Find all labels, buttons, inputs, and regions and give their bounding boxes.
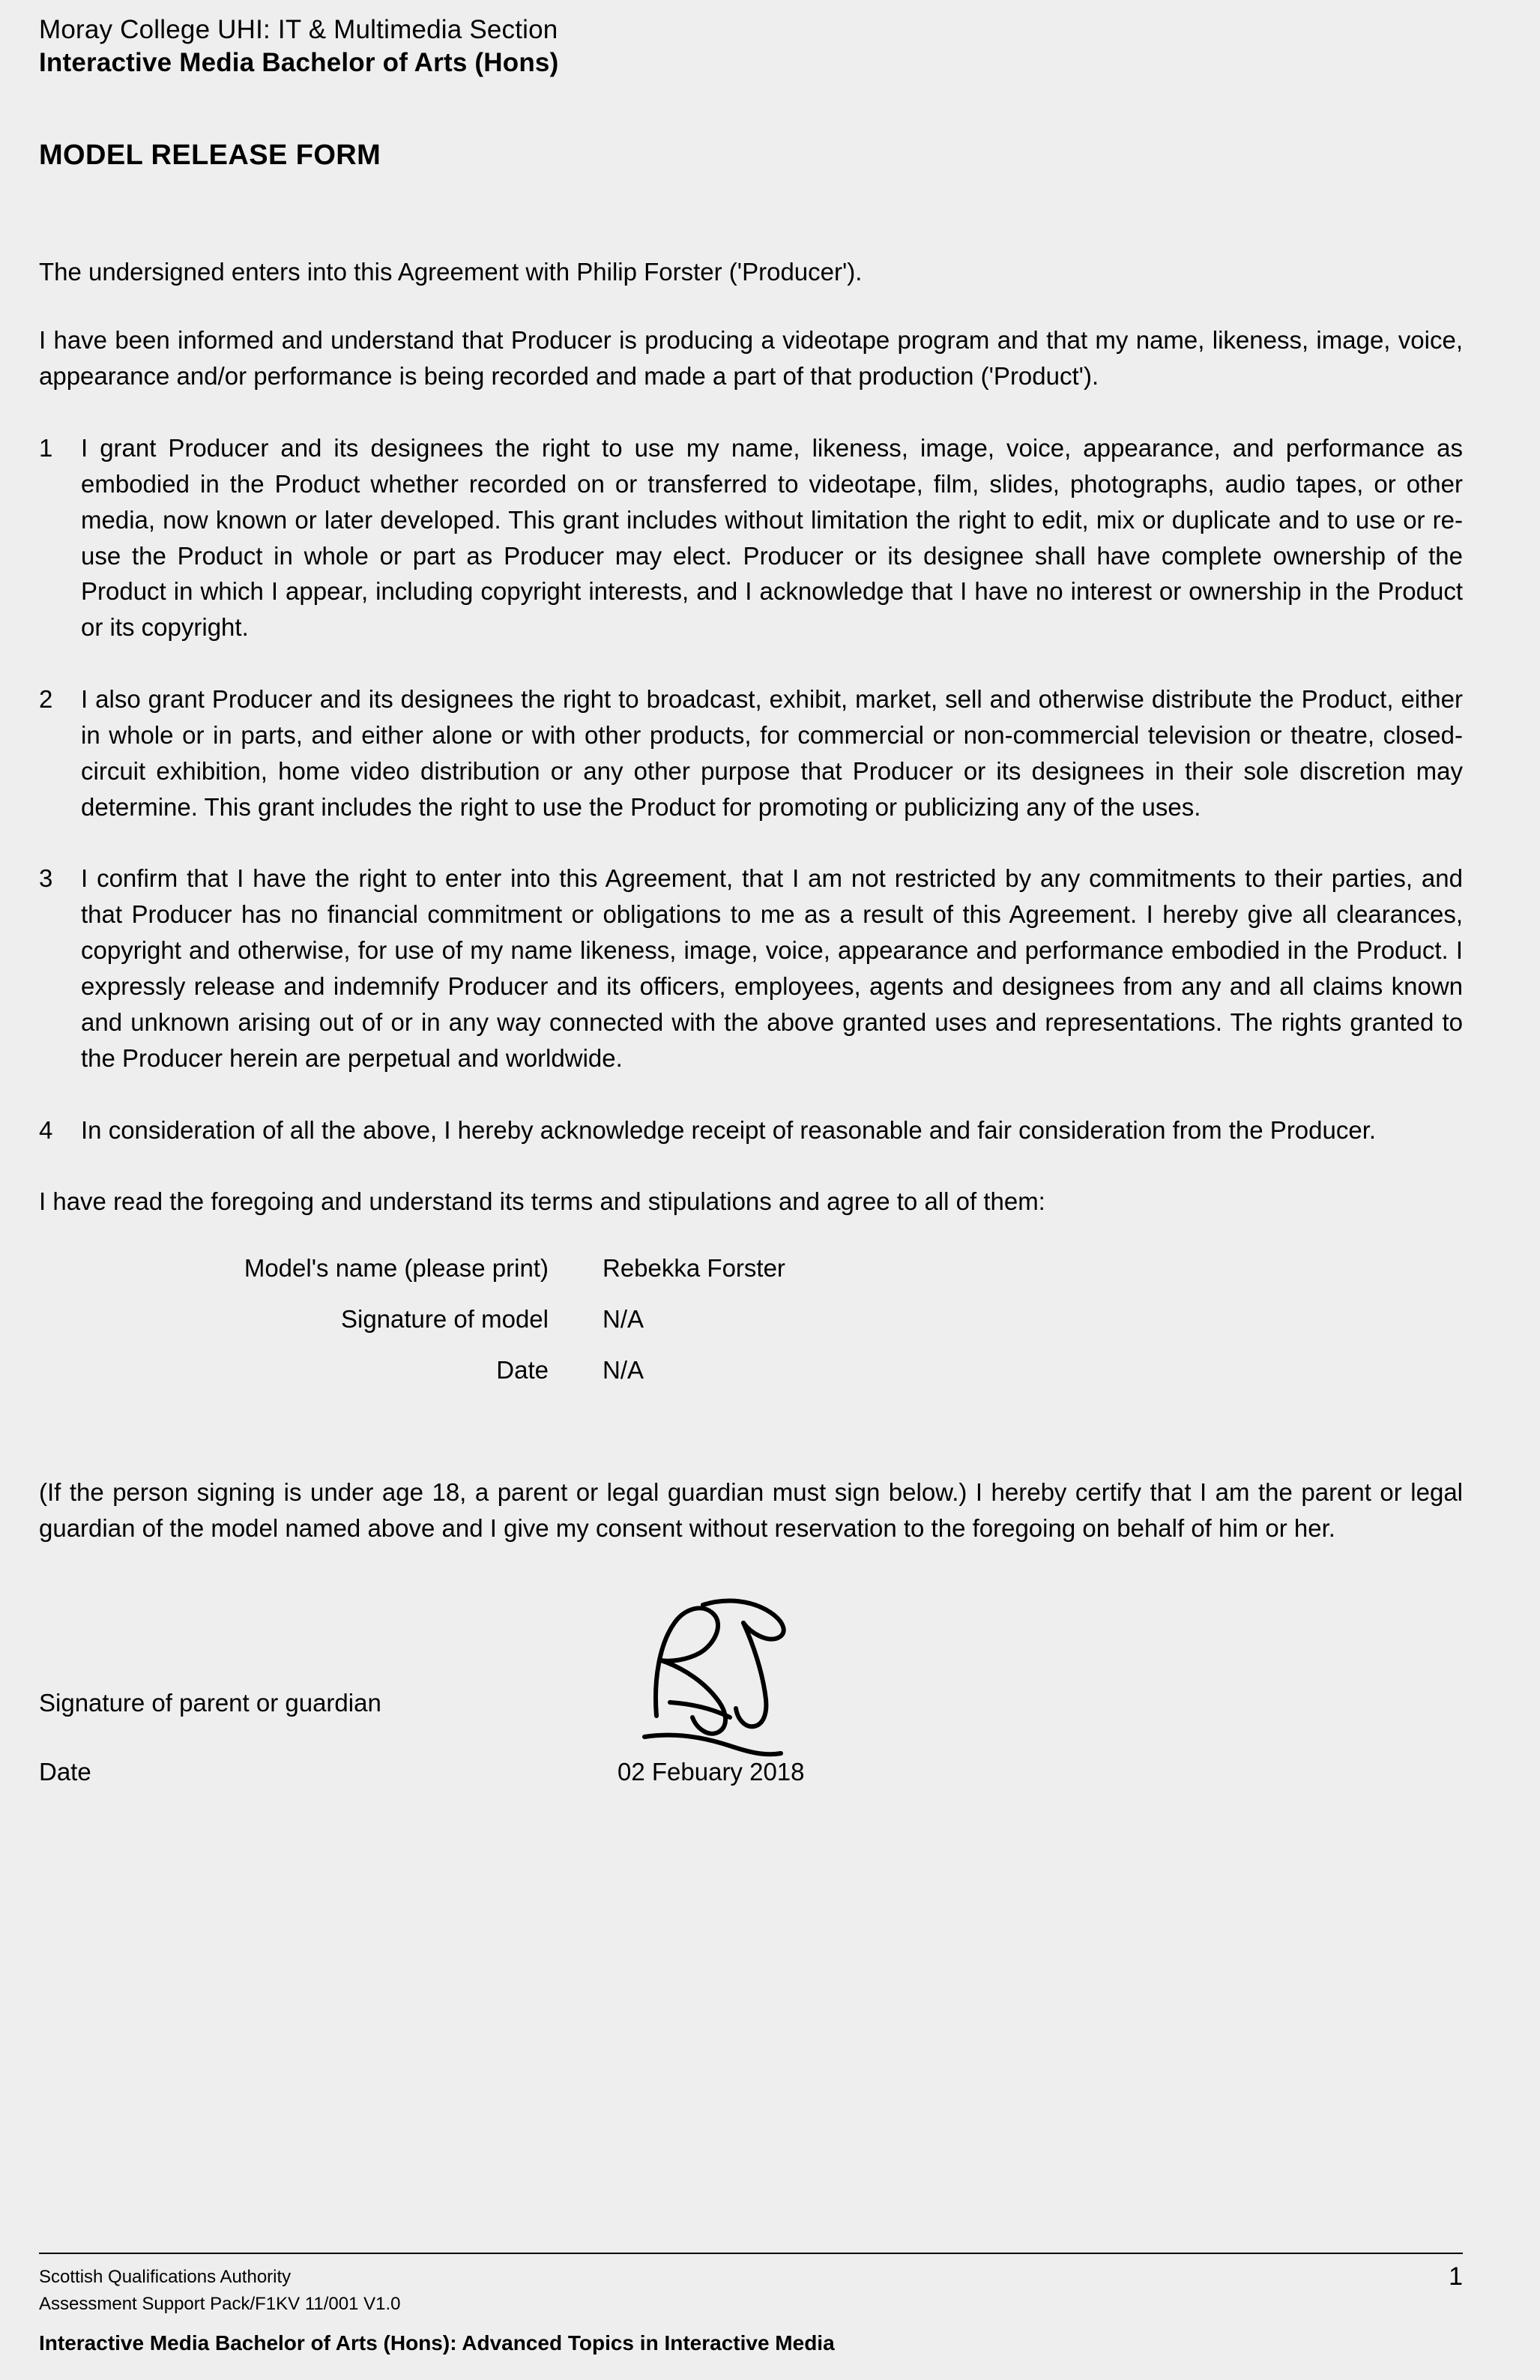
clause-text: I also grant Producer and its designees the right to broadcast, exhibit, market, sell and otherwise distribute the Product, either in whole or in parts, and either alone or with other products, for commercial or non-commercial television or theatre, closed-circuit exhibition, home video distribution or any other purpose that Producer or its designees in their sole discretion may determine. This grant includes the right to use the Product for promoting or publicizing any of the uses. — [81, 685, 1463, 821]
clause-4 — [39, 1112, 1463, 1148]
guardian-signature-block — [39, 1618, 1463, 1791]
field-row-model-name — [39, 1254, 1463, 1283]
guardian-date-label: Date — [39, 1757, 91, 1786]
handwritten-signature-icon — [631, 1590, 826, 1777]
clause-number: 4 — [39, 1115, 53, 1144]
page-title: MODEL RELEASE FORM — [39, 139, 381, 171]
guardian-date-value[interactable]: 02 Febuary 2018 — [617, 1757, 805, 1786]
document-body — [39, 0, 1463, 1791]
field-value[interactable]: N/A — [603, 1356, 644, 1385]
field-label: Model's name (please print) — [244, 1254, 549, 1283]
header-programme: Interactive Media Bachelor of Arts (Hons) — [39, 47, 559, 77]
field-label: Signature of model — [340, 1305, 549, 1334]
field-label: Date — [496, 1356, 549, 1385]
header-institution: Moray College UHI: IT & Multimedia Section — [39, 15, 558, 44]
guardian-note: (If the person signing is under age 18, a parent or legal guardian must sign below.) I hereby certify that I am the parent or legal guardian of the model named above and I give my consent without reservation to the foregoing on behalf of him or her. — [39, 1478, 1463, 1543]
footer-programme: Interactive Media Bachelor of Arts (Hons): Advanced Topics in Interactive Media — [39, 2331, 835, 2355]
model-details — [39, 1254, 1463, 1385]
clause-2 — [39, 681, 1463, 825]
intro-paragraph-1: The undersigned enters into this Agreement with Philip Forster ('Producer'). — [39, 257, 863, 286]
clause-number: 2 — [39, 685, 53, 714]
page-number: 1 — [1449, 2262, 1463, 2291]
intro-paragraph-2: I have been informed and understand that Producer is producing a videotape program and that my name, likeness, image, voice, appearance and/or performance is being recorded and made a part of that production ('Product'). — [39, 326, 1463, 391]
clause-text: I grant Producer and its designees the right to use my name, likeness, image, voice, appearance, and performance as embodied in the Product whether recorded on or transferred to videotape, film, slides, photographs, audio tapes, or other media, now known or later developed. This grant includes without limitation the right to edit, mix or duplicate and to use or re-use the Product in whole or part as Producer may elect. Producer or its designee shall have complete ownership of the Product in which I appear, including copyright interests, and I acknowledge that I have no interest or ownership in the Product or its copyright. — [81, 434, 1463, 642]
field-value[interactable]: N/A — [603, 1305, 644, 1334]
field-row-model-signature — [39, 1305, 1463, 1334]
clause-text: In consideration of all the above, I hereby acknowledge receipt of reasonable and fair consideration from the Producer. — [81, 1115, 1377, 1144]
clause-text: I confirm that I have the right to enter into this Agreement, that I am not restricted by any commitments to their parties, and that Producer has no financial commitment or obligations to me as a result of this Agreement. I hereby give all clearances, copyright and otherwise, for use of my name likeness, image, voice, appearance and performance embodied in the Product. I expressly release and indemnify Producer and its officers, employees, agents and designees from any and all claims known and unknown arising out of or in any way connected with the above granted uses and representations. The rights granted to the Producer herein are perpetual and worldwide. — [81, 864, 1463, 1072]
agreement-statement: I have read the foregoing and understand its terms and stipulations and agree to all of them: — [39, 1187, 1045, 1216]
clause-number: 1 — [39, 434, 53, 463]
clause-number: 3 — [39, 864, 53, 893]
clause-3 — [39, 861, 1463, 1076]
field-value[interactable]: Rebekka Forster — [603, 1254, 785, 1283]
field-row-model-date — [39, 1356, 1463, 1385]
footer-pack-ref: Assessment Support Pack/F1KV 11/001 V1.0 — [39, 2294, 401, 2314]
guardian-signature-label: Signature of parent or guardian — [39, 1688, 381, 1717]
footer-authority: Scottish Qualifications Authority — [39, 2267, 292, 2287]
footer-divider — [39, 2253, 1463, 2254]
footer — [39, 2264, 1463, 2355]
clause-1 — [39, 430, 1463, 645]
